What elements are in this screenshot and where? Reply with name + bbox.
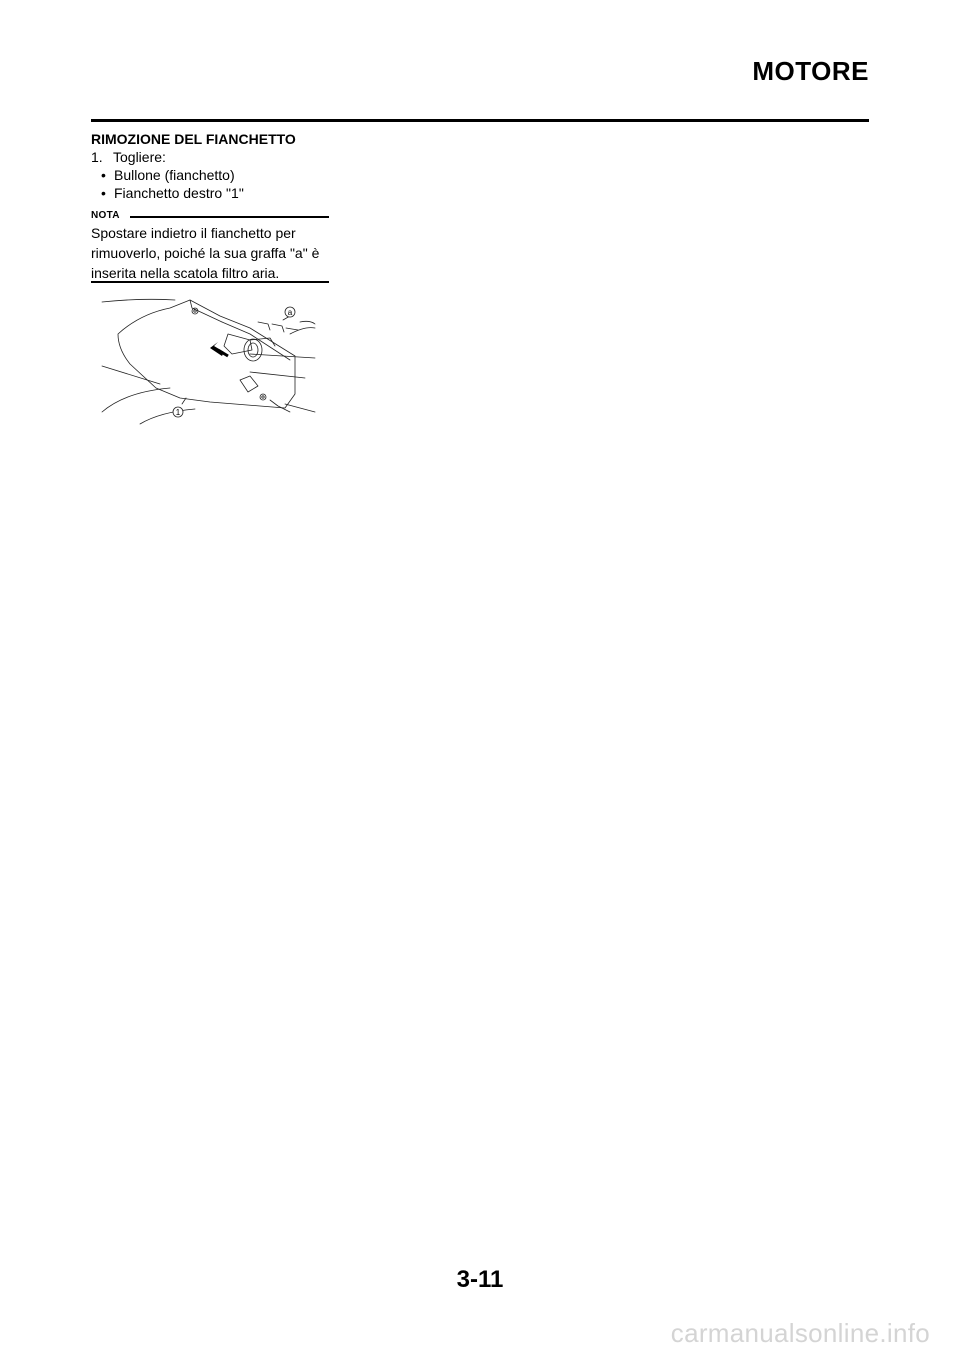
side-cover-illustration — [100, 294, 320, 426]
callout-a: a — [287, 308, 293, 317]
note-bottom-rule — [91, 281, 329, 283]
page-header-title: MOTORE — [752, 56, 869, 86]
bullet-item — [101, 167, 235, 183]
bullet-text: Bullone (fianchetto) — [114, 167, 235, 183]
callout-1: 1 — [175, 408, 181, 417]
watermark: carmanualsonline.info — [670, 1318, 930, 1348]
bullet-item — [101, 185, 244, 201]
page-number: 3-11 — [456, 1266, 504, 1293]
step-text: Togliere: — [113, 149, 166, 165]
bullet-text: Fianchetto destro "1" — [114, 185, 244, 201]
step-number: 1. — [91, 149, 103, 165]
note-label: NOTA — [91, 210, 120, 221]
note-text: Spostare indietro il fianchetto per rimuoverlo, poiché la sua graffa "a" è inserita nella scatola filtro aria. — [91, 225, 320, 281]
bullet-dot: • — [101, 167, 106, 183]
header-divider — [91, 119, 869, 122]
bullet-dot: • — [101, 185, 106, 201]
section-title: RIMOZIONE DEL FIANCHETTO — [91, 131, 296, 147]
note-top-rule — [130, 216, 329, 218]
step-1 — [91, 149, 166, 165]
